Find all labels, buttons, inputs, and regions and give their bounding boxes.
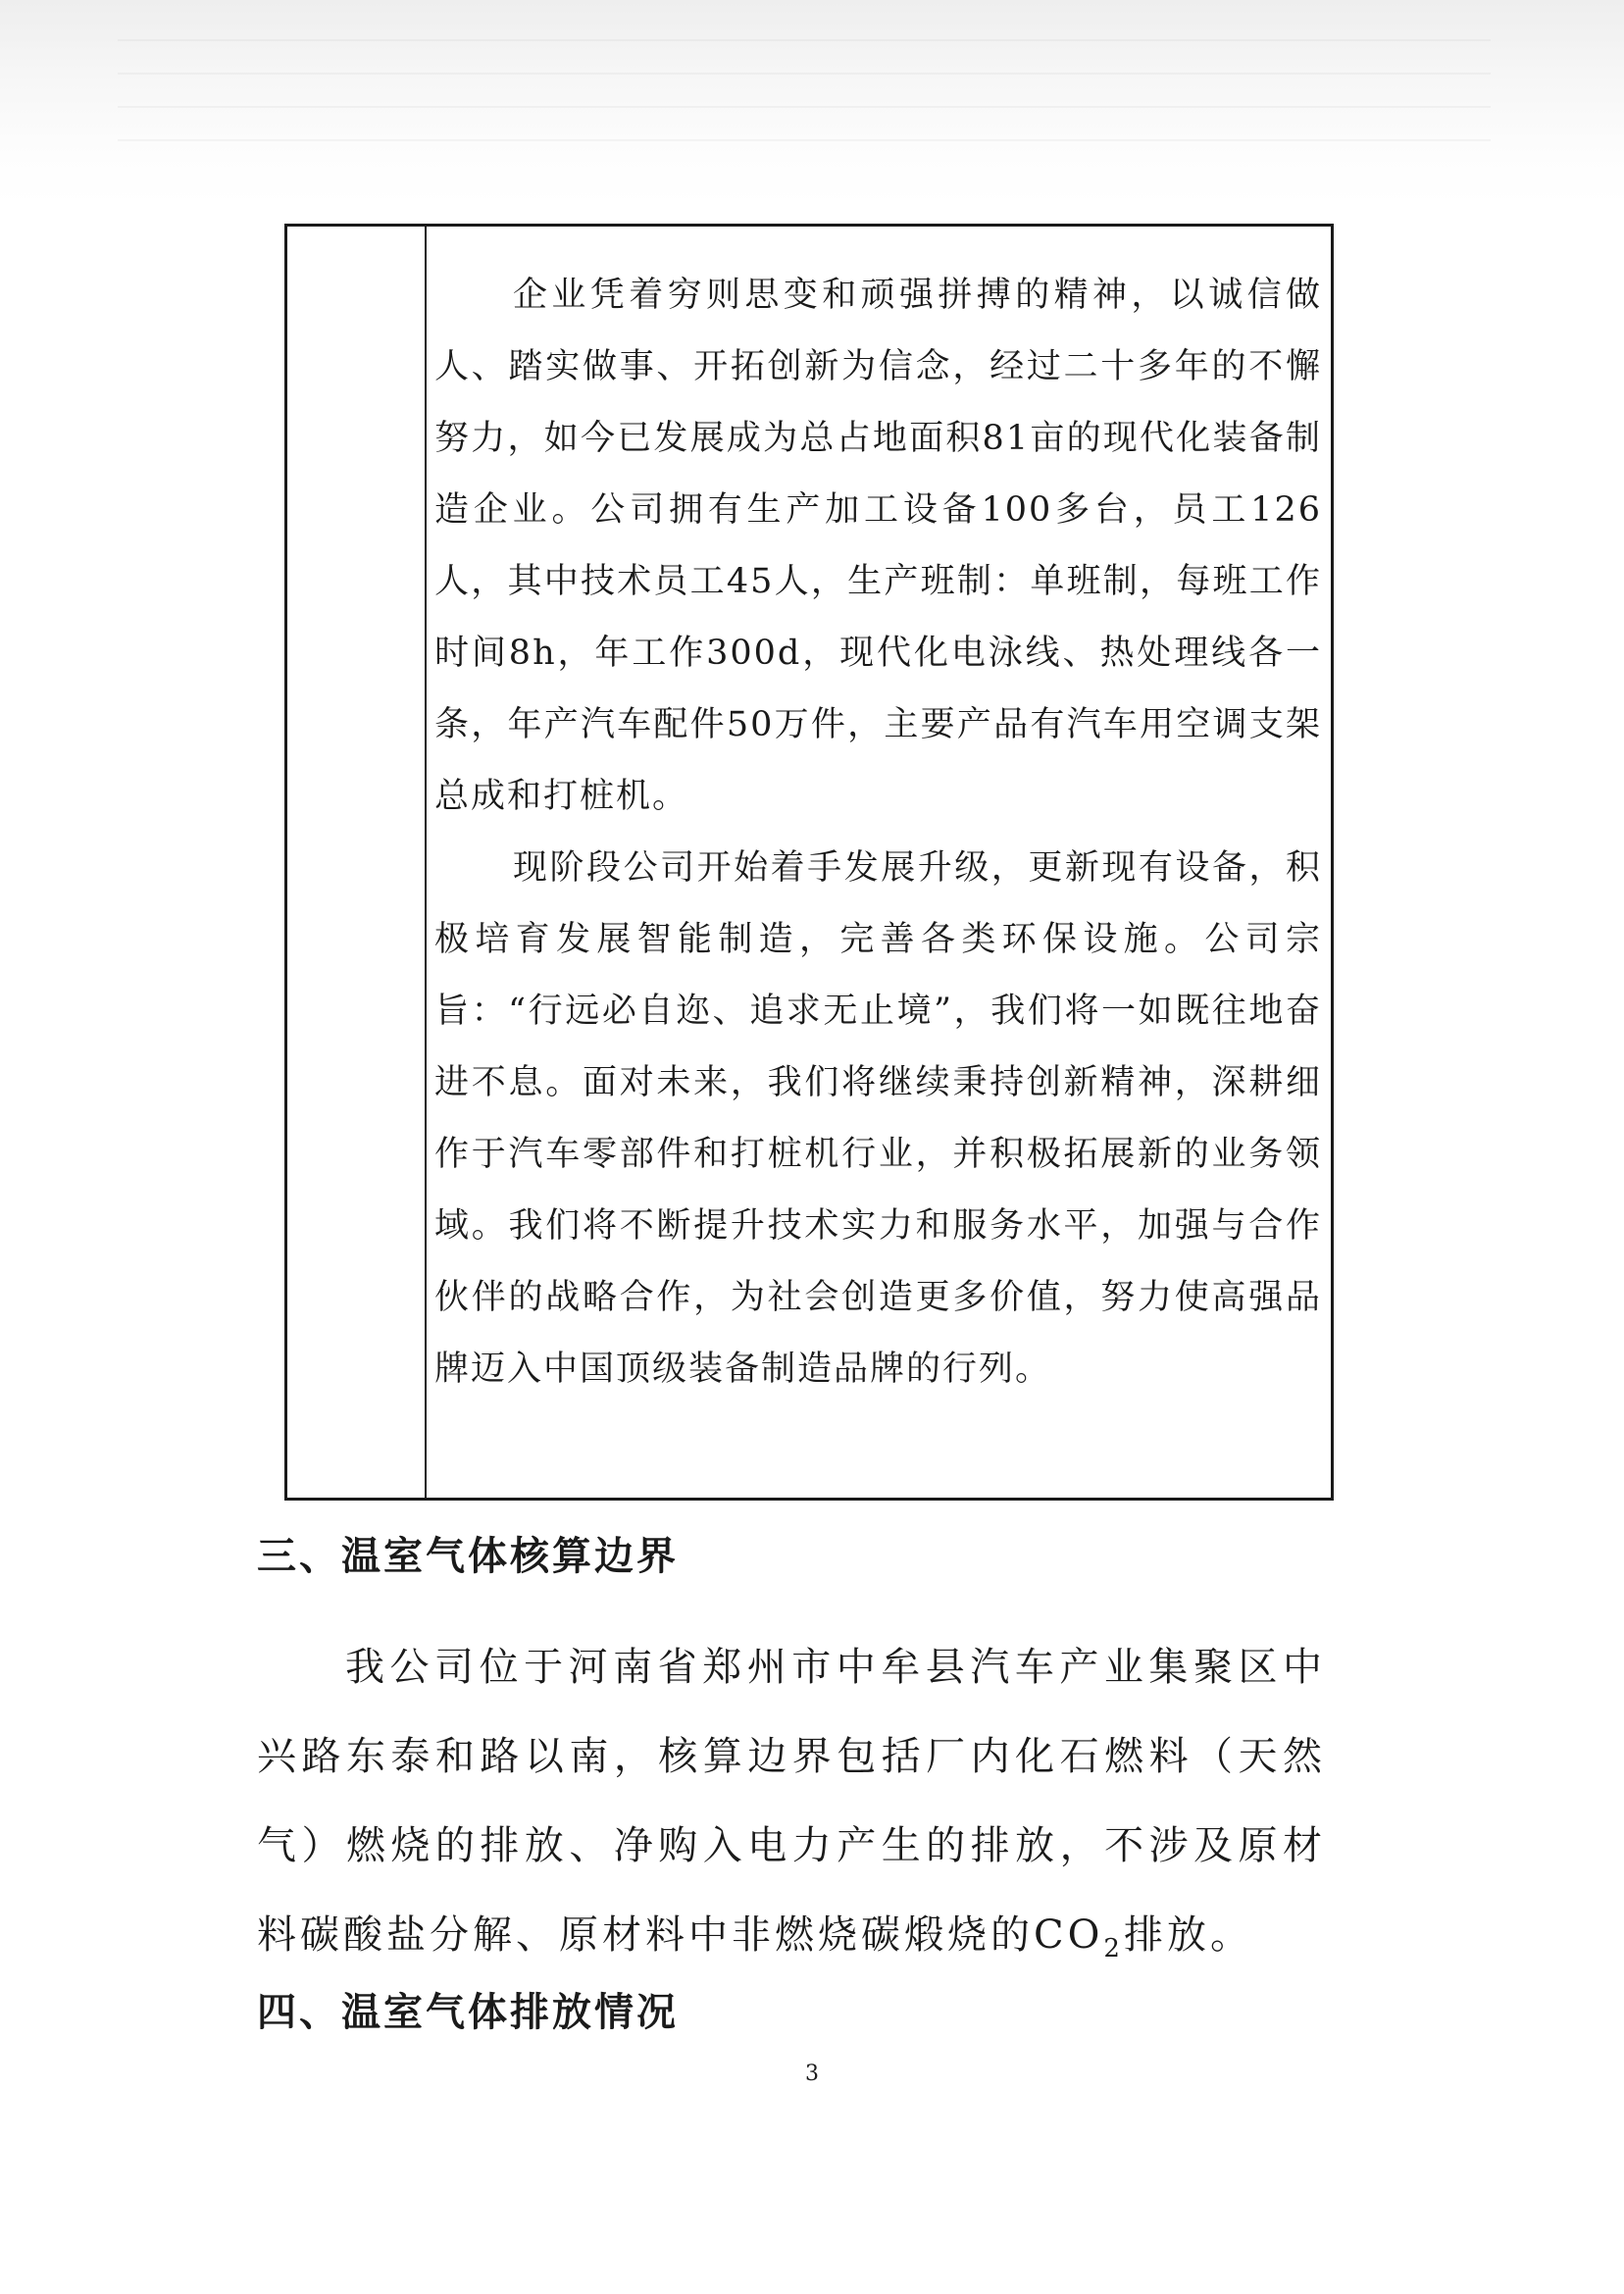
boundary-text: 我公司位于河南省郑州市中牟县汽车产业集聚区中兴路东泰和路以南，核算边界包括厂内化石燃料（天然气）燃烧的排放、净购入电力产生的排放，不涉及原材料碳酸盐分解、原材料中非燃烧碳煅烧的CO [257,1645,1326,1958]
company-profile-table [284,224,1334,1501]
profile-paragraph-1: 企业凭着穷则思变和顽强拼搏的精神，以诚信做人、踏实做事、开拓创新为信念，经过二十多年的不懈努力，如今已发展成为总占地面积81亩的现代化装备制造企业。公司拥有生产加工设备100多台，员工126人，其中技术员工45人，生产班制：单班制，每班工作时间8h，年工作300d，现代化电泳线、热处理线各一条，年产汽车配件50万件，主要产品有汽车用空调支架总成和打桩机。 [434,276,1322,816]
profile-paragraph-2: 现阶段公司开始着手发展升级，更新现有设备，积极培育发展智能制造，完善各类环保设施。公司宗旨：“行远必自迩、追求无止境”，我们将一如既往地奋进不息。面对未来，我们将继续秉持创新精神，深耕细作于汽车零部件和打桩机行业，并积极拓展新的业务领域。我们将不断提升技术实力和服务水平，加强与合作伙伴的战略合作，为社会创造更多价值，努力使高强品牌迈入中国顶级装备制造品牌的行列。 [434,848,1322,1389]
scan-bleedthrough [118,39,1491,157]
company-profile-cell [434,260,1322,1405]
section-heading-accounting-boundary: 三、温室气体核算边界 [257,1533,679,1579]
page-number: 3 [805,2062,819,2086]
co2-subscript: 2 [1103,1934,1124,1963]
boundary-text-end: 排放。 [1123,1912,1253,1958]
table-column-divider [425,227,427,1498]
accounting-boundary-paragraph [257,1623,1326,1994]
section-heading-emissions: 四、温室气体排放情况 [257,1989,679,2035]
